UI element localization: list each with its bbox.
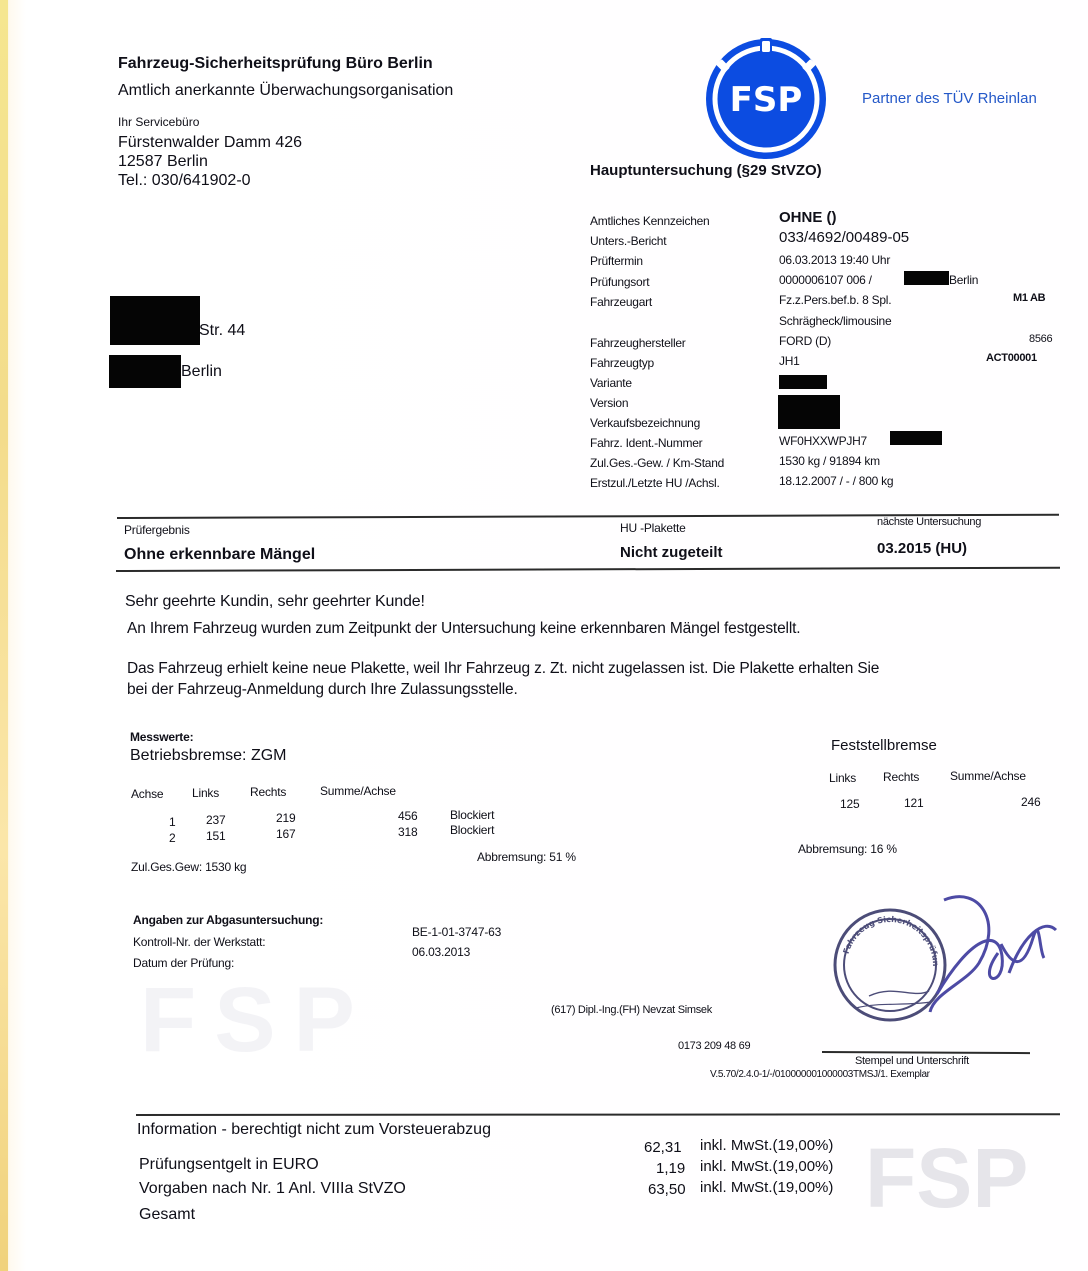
- parking-brake-braking: Abbremsung: 16 %: [798, 842, 897, 856]
- next-inspection-value: 03.2015 (HU): [877, 540, 968, 557]
- field-value-type-code: ACT00001: [986, 352, 1037, 364]
- table-cell-left: 237: [206, 813, 226, 827]
- message-line-2: Das Fahrzeug erhielt keine neue Plakette, weil Ihr Fahrzeug z. Zt. nicht zugelassen ist. Die Plakette erhalten Sie: [127, 660, 880, 677]
- emissions-control-label: Kontroll-Nr. der Werkstatt:: [133, 935, 266, 949]
- emissions-date-label: Datum der Prüfung:: [133, 956, 235, 970]
- inspector-name: (617) Dipl.-Ing.(FH) Nevzat Simsek: [551, 1004, 712, 1016]
- parking-brake-title: Feststellbremse: [831, 737, 937, 754]
- fee-label-inspection: Prüfungsentgelt in EURO: [139, 1156, 319, 1173]
- field-value-first-registration: 18.12.2007 / - / 800 kg: [779, 474, 894, 488]
- field-label-license-plate: Amtliches Kennzeichen: [590, 214, 710, 228]
- official-stamp-icon: [825, 880, 1065, 1030]
- fee-label-guidelines: Vorgaben nach Nr. 1 Anl. VIIIa StVZO: [139, 1180, 406, 1197]
- scan-edge: [0, 0, 8, 1271]
- table-cell-sum: 456: [398, 809, 418, 823]
- header-title: Fahrzeug-Sicherheitsprüfung Büro Berlin: [118, 55, 433, 72]
- emissions-control-value: BE-1-01-3747-63: [412, 925, 502, 939]
- table-header-left: Links: [192, 786, 220, 800]
- faint-logo-watermark: FSP: [865, 1131, 1029, 1225]
- service-office-address: [118, 133, 302, 190]
- stamp-text: Fahrzeug Sicherheitsprüfun: [841, 914, 941, 967]
- address-line-1: Fürstenwalder Damm 426: [118, 134, 303, 151]
- svg-text:Fahrzeug Sicherheitsprüfung: [825, 880, 940, 967]
- inspector-phone: 0173 209 48 69: [678, 1040, 751, 1052]
- service-brake-label: Betriebsbremse: ZGM: [130, 747, 287, 764]
- message-line-1: An Ihrem Fahrzeug wurden zum Zeitpunkt der Untersuchung keine erkennbaren Mängel festgestellt.: [127, 620, 801, 637]
- result-label: Prüfergebnis: [124, 523, 190, 537]
- field-value-vehicle-body: Schrägheck/limousine: [779, 314, 892, 328]
- field-value-inspection-place-suffix: Berlin: [949, 273, 979, 287]
- redacted-postcode: [109, 355, 181, 388]
- fee-amount-guidelines: 1,19: [656, 1160, 686, 1177]
- measurements-label: Messwerte:: [130, 730, 194, 744]
- table-cell-right: 167: [276, 827, 296, 841]
- field-label-inspection-place: Prüfungsort: [590, 275, 650, 289]
- recipient-city: Berlin: [181, 363, 222, 380]
- sticker-label: HU -Plakette: [620, 521, 686, 535]
- next-inspection-label: nächste Untersuchung: [877, 516, 982, 528]
- inspection-title: Hauptuntersuchung (§29 StVZO): [590, 162, 822, 179]
- sticker-value: Nicht zugeteilt: [620, 544, 723, 561]
- faint-watermark: FSP: [140, 969, 373, 1071]
- parking-value-right: 121: [904, 796, 924, 810]
- service-office-label: Ihr Servicebüro: [118, 115, 200, 129]
- phone-number: Tel.: 030/641902-0: [118, 172, 251, 189]
- field-label-manufacturer: Fahrzeughersteller: [590, 336, 686, 350]
- table-cell-left: 151: [206, 829, 226, 843]
- field-label-weight-km: Zul.Ges.-Gew. / Km-Stand: [590, 456, 725, 470]
- table-cell-sum: 318: [398, 825, 418, 839]
- field-value-vehicle-type-code: M1 AB: [1013, 292, 1046, 304]
- table-header-right: Rechts: [250, 785, 287, 799]
- field-value-type: JH1: [779, 354, 800, 368]
- field-value-vehicle-type: Fz.z.Pers.bef.b. 8 Spl.: [779, 293, 892, 307]
- field-label-first-registration: Erstzul./Letzte HU /Achsl.: [590, 476, 720, 490]
- table-row: 2: [169, 831, 176, 845]
- parking-header-sum: Summe/Achse: [950, 769, 1026, 783]
- field-label-sales-name: Verkaufsbezeichnung: [590, 416, 700, 430]
- fsp-logo-icon: [696, 37, 836, 163]
- recipient-street-suffix: Str. 44: [199, 322, 246, 339]
- result-bottom-rule: [116, 567, 1060, 572]
- version-text: V.5.70/2.4.0-1/-/010000001000003TMSJ/1. Exemplar: [710, 1069, 930, 1080]
- stamp-label: Stempel und Unterschrift: [855, 1055, 969, 1067]
- fsp-logo: [696, 37, 836, 163]
- fee-tax-guidelines: inkl. MwSt.(19,00%): [700, 1158, 834, 1175]
- field-label-inspection-date: Prüftermin: [590, 254, 643, 268]
- fee-label-total: Gesamt: [139, 1206, 196, 1223]
- field-value-vin: WF0HXXWPJH7: [779, 434, 867, 448]
- field-value-inspection-date: 06.03.2013 19:40 Uhr: [779, 253, 891, 267]
- field-value-license-plate: OHNE (): [779, 209, 837, 226]
- table-cell-right: 219: [276, 811, 296, 825]
- header-subtitle: Amtlich anerkannte Überwachungsorganisation: [118, 82, 454, 99]
- field-value-inspection-place: 0000006107 006 /: [779, 273, 872, 287]
- logo-text: FSP: [729, 80, 803, 120]
- redacted-version: [778, 395, 840, 429]
- fee-tax-total: inkl. MwSt.(19,00%): [700, 1179, 834, 1196]
- message-line-3: bei der Fahrzeug-Anmeldung durch Ihre Zulassungsstelle.: [127, 681, 518, 698]
- parking-value-sum: 246: [1021, 795, 1041, 809]
- field-label-variant: Variante: [590, 376, 632, 390]
- redacted-variant: [779, 375, 827, 389]
- table-row: 1: [169, 815, 176, 829]
- stamp-and-signature: [825, 880, 1065, 1030]
- service-brake-braking: Abbremsung: 51 %: [477, 850, 576, 864]
- redacted-name: [110, 296, 200, 345]
- table-cell-status: Blockiert: [450, 808, 495, 822]
- result-value: Ohne erkennbare Mängel: [124, 546, 316, 563]
- field-label-vehicle-type: Fahrzeugart: [590, 295, 652, 309]
- field-label-version: Version: [590, 396, 629, 410]
- field-label-type: Fahrzeugtyp: [590, 356, 654, 370]
- partner-text: Partner des TÜV Rheinlan: [862, 90, 1037, 107]
- field-value-weight-km: 1530 kg / 91894 km: [779, 454, 880, 468]
- signature-rule: [822, 1051, 1030, 1054]
- table-header-axle: Achse: [131, 787, 164, 801]
- emissions-title: Angaben zur Abgasuntersuchung:: [133, 913, 324, 927]
- fees-top-rule: [136, 1113, 1060, 1115]
- field-value-manufacturer-code: 8566: [1029, 333, 1053, 345]
- address-line-2: 12587 Berlin: [118, 153, 208, 170]
- table-cell-status: Blockiert: [450, 823, 495, 837]
- fee-tax-inspection: inkl. MwSt.(19,00%): [700, 1137, 834, 1154]
- fee-amount-total: 63,50: [648, 1181, 686, 1198]
- field-value-manufacturer: FORD (D): [779, 334, 831, 348]
- parking-header-right: Rechts: [883, 770, 920, 784]
- total-weight: Zul.Ges.Gew: 1530 kg: [131, 860, 247, 874]
- field-label-vin: Fahrz. Ident.-Nummer: [590, 436, 703, 450]
- greeting-text: Sehr geehrte Kundin, sehr geehrter Kunde!: [125, 593, 425, 610]
- field-value-report: 033/4692/00489-05: [779, 229, 910, 246]
- redacted-vin: [890, 431, 942, 445]
- redacted-place: [904, 271, 949, 285]
- fees-title: Information - berechtigt nicht zum Vorsteuerabzug: [137, 1121, 491, 1138]
- field-label-report: Unters.-Bericht: [590, 234, 667, 248]
- fee-amount-inspection: 62,31: [644, 1139, 682, 1156]
- emissions-date-value: 06.03.2013: [412, 945, 471, 959]
- parking-value-left: 125: [840, 797, 860, 811]
- parking-header-left: Links: [829, 771, 857, 785]
- table-header-sum: Summe/Achse: [320, 784, 396, 798]
